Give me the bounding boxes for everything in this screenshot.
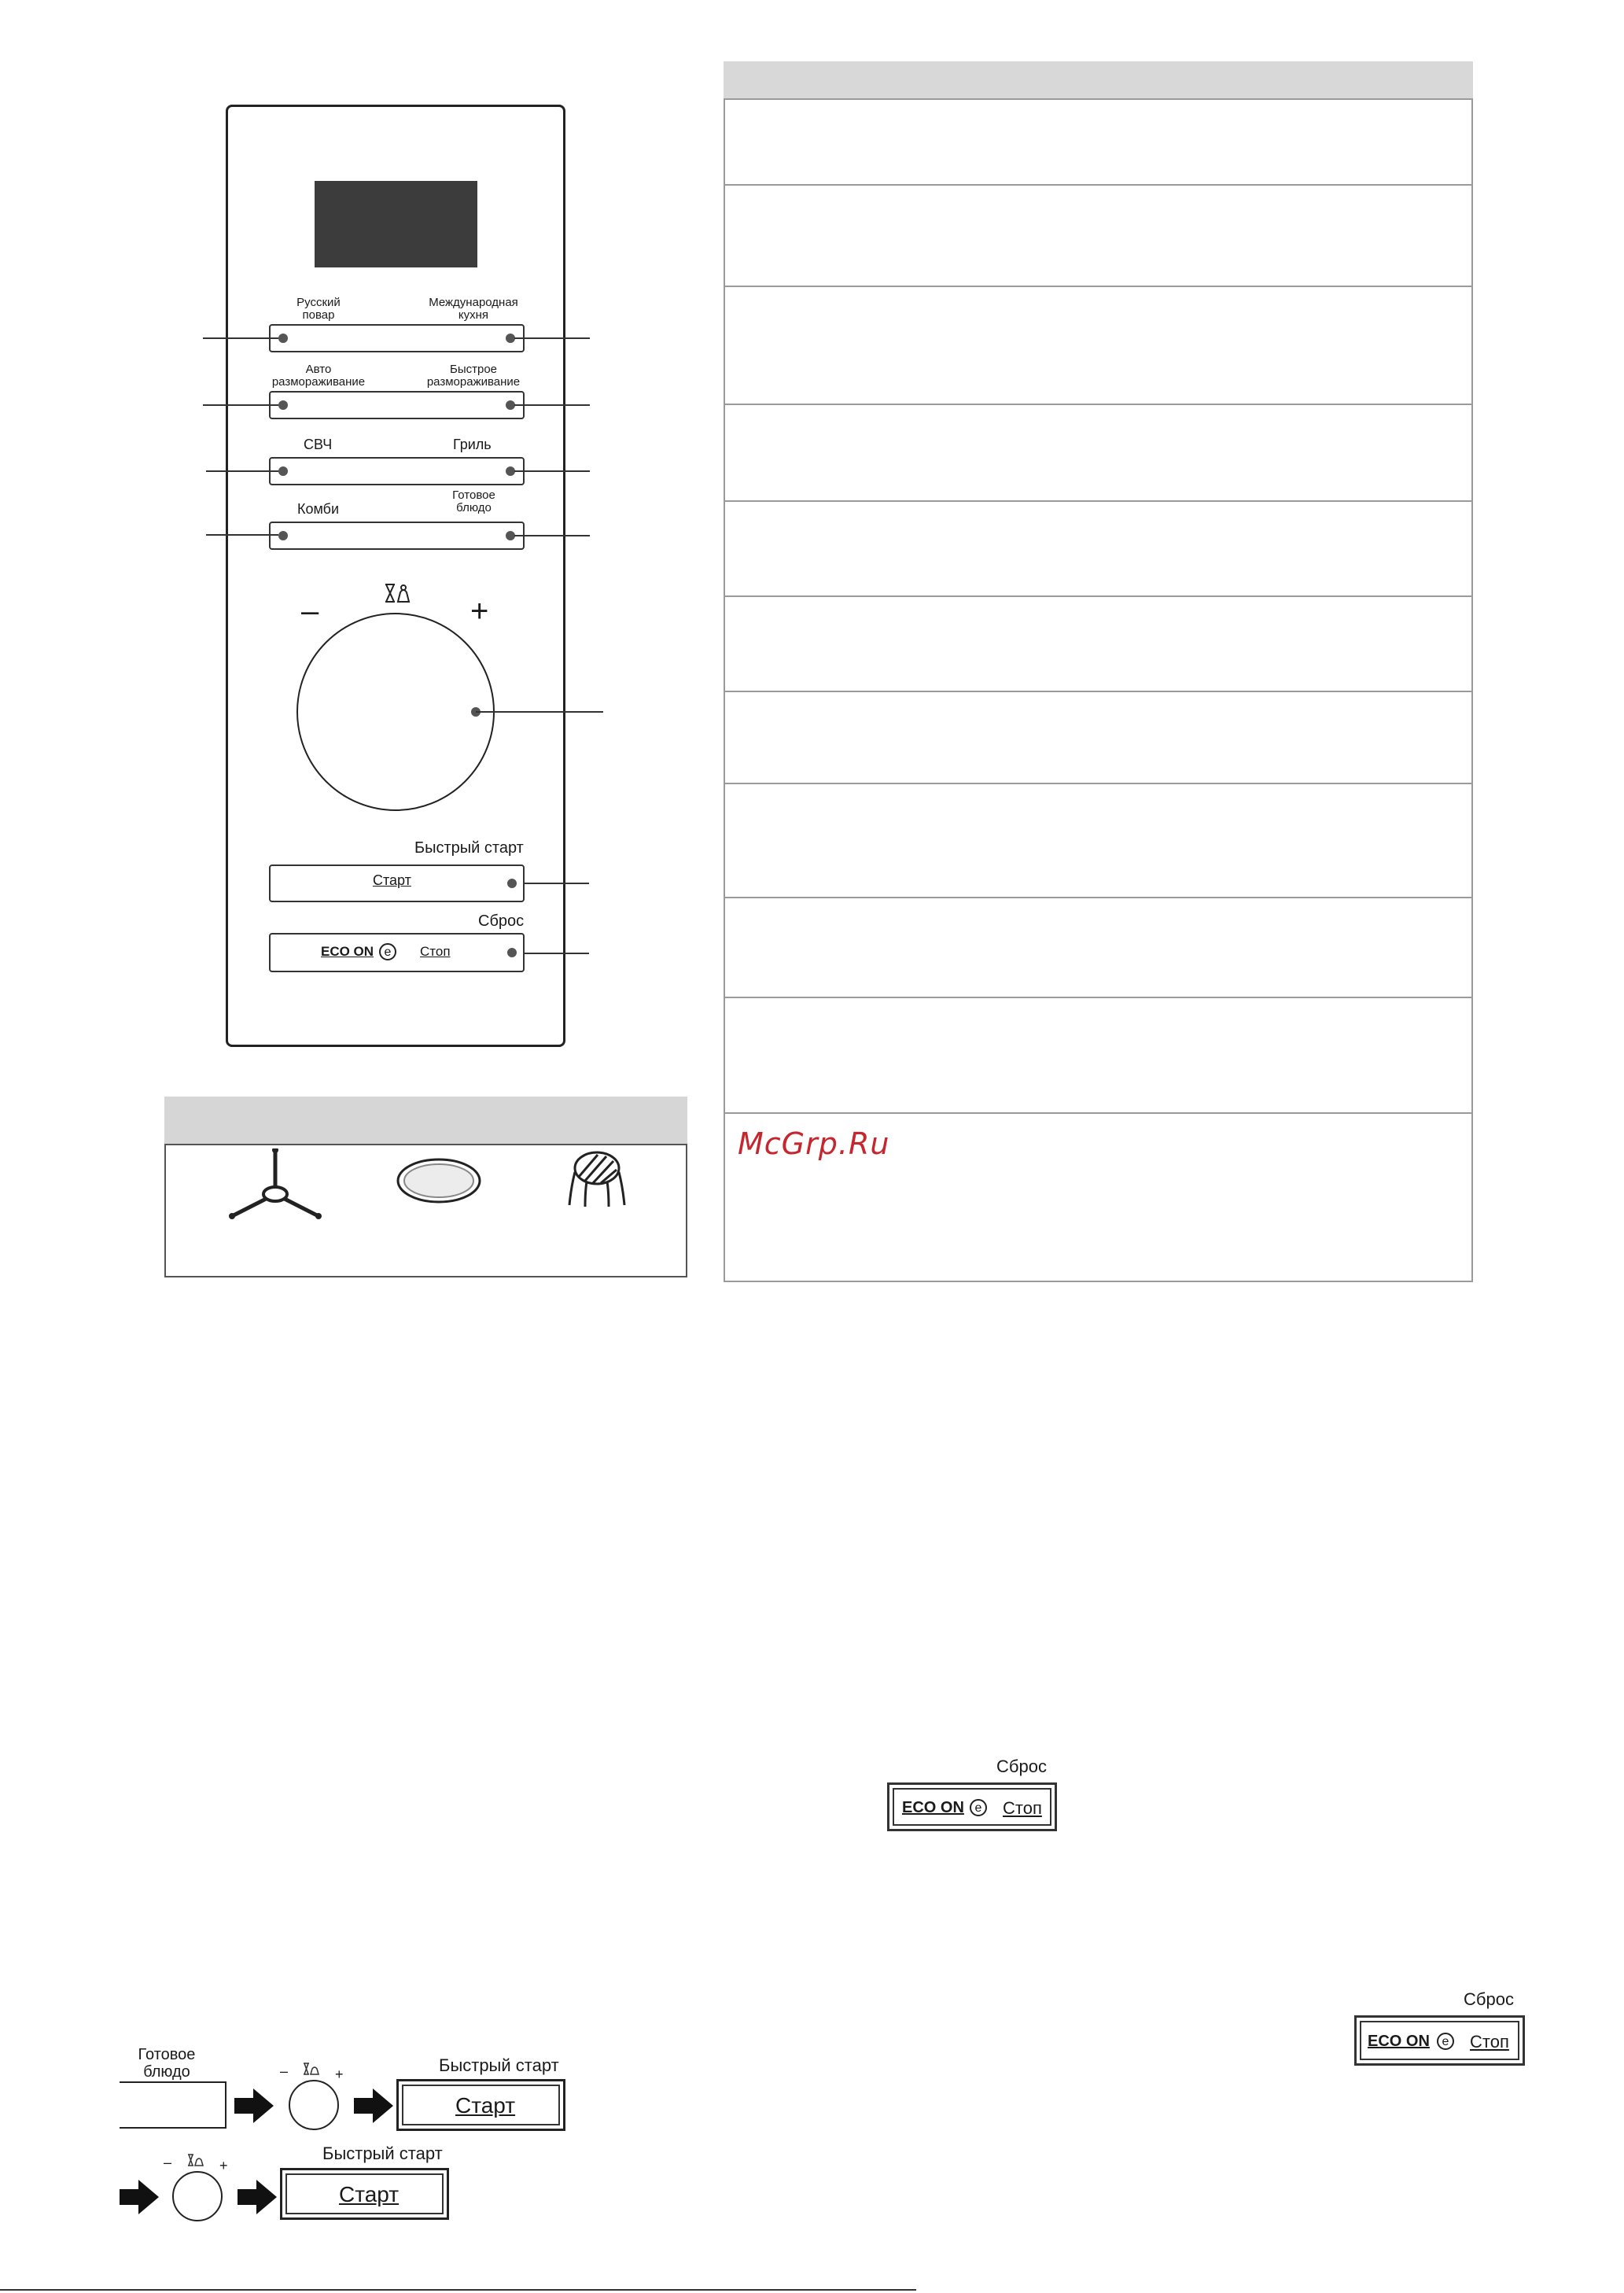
combi-button-dot[interactable] [278,531,288,540]
leader-line [476,711,603,713]
russian-chef-label: Русский повар [296,296,341,322]
table-row-divider [724,286,1473,287]
leader-line [203,404,278,406]
table-row-divider [724,1112,1473,1114]
table-row-divider [724,997,1473,998]
ready-meal-label: Готовое блюдо [452,488,495,514]
quick-defrost-label: Быстрое размораживание [426,363,521,389]
table-row-divider [724,500,1473,502]
russian-international-button-bar[interactable] [269,324,525,352]
minus-sign: – [164,2155,172,2170]
leader-line [514,404,590,406]
microwave-label: СВЧ [304,437,333,452]
eco-on-label: ECO ON [321,944,374,959]
reset-label: Сброс [996,1757,1047,1776]
control-knob[interactable] [296,613,495,811]
description-table [724,61,1473,1282]
ready-meal-label: Готовое блюдо [138,2046,196,2081]
microwave-grill-button-bar[interactable] [269,457,525,485]
grill-label: Гриль [453,437,492,452]
table-row-divider [724,184,1473,186]
plus-sign: + [335,2066,344,2082]
page-bottom-rule [0,2289,916,2291]
leader-line [514,535,590,536]
control-knob[interactable] [289,2080,339,2130]
defrost-button-bar[interactable] [269,391,525,419]
leader-line [514,470,590,472]
start-button[interactable] [396,2079,565,2131]
leader-line [203,337,278,339]
table-row-divider [724,691,1473,692]
combi-ready-button-bar[interactable] [269,522,525,550]
microwave-button-dot[interactable] [278,466,288,476]
minus-sign: – [301,594,319,629]
quick-start-label: Быстрый старт [439,2055,559,2075]
start-label: Старт [455,2093,516,2118]
leader-line [206,470,278,472]
eco-stop-button[interactable] [1354,2015,1525,2066]
eco-icon: e [970,1799,987,1816]
leader-line [525,953,589,954]
quick-start-label: Быстрый старт [322,2144,443,2163]
eco-stop-button[interactable] [887,1782,1057,1831]
start-button[interactable] [269,864,525,902]
hourglass-weight-icon [303,2063,320,2075]
plus-sign: + [470,594,489,629]
control-knob[interactable] [172,2171,223,2221]
accessories-header [164,1097,687,1145]
eco-stop-button[interactable] [269,933,525,972]
eco-icon: e [1437,2033,1454,2050]
minus-sign: – [280,2063,289,2079]
eco-on-label: ECO ON [902,1799,964,1816]
hourglass-weight-icon [187,2154,204,2166]
arrow-right-icon [236,2178,278,2216]
watermark: McGrp.Ru [738,1126,890,1161]
table-row-divider [724,783,1473,784]
stop-label: Стоп [420,944,451,959]
hourglass-weight-icon [383,582,414,604]
start-button-dot[interactable] [507,879,517,888]
eco-icon: e [379,943,396,960]
glass-tray-icon [396,1157,482,1204]
ready-meal-button[interactable] [120,2081,226,2129]
roller-ring-icon [224,1148,326,1219]
table-header [724,61,1473,100]
combi-label: Комби [297,501,340,517]
grill-rack-icon [562,1148,632,1211]
table-row-divider [724,595,1473,597]
table-row-divider [724,404,1473,405]
eco-on-label: ECO ON [1368,2033,1430,2050]
arrow-right-icon [118,2178,160,2216]
plus-sign: + [219,2158,228,2173]
display-screen [315,181,477,267]
stop-label: Стоп [1003,1798,1042,1818]
reset-label: Сброс [478,912,525,930]
stop-button-dot[interactable] [507,948,517,957]
start-label: Старт [373,872,411,888]
auto-defrost-label: Авто размораживание [271,363,366,389]
start-label: Старт [339,2182,400,2206]
leader-line [206,534,278,536]
international-label: Международная кухня [429,296,518,322]
quick-start-label: Быстрый старт [414,839,524,857]
reset-label: Сброс [1464,1989,1514,2009]
arrow-right-icon [233,2087,275,2125]
stop-label: Стоп [1470,2032,1509,2052]
leader-line [514,337,590,339]
table-row-divider [724,897,1473,898]
arrow-right-icon [352,2087,395,2125]
auto-defrost-button-dot[interactable] [278,400,288,410]
russian-chef-button-dot[interactable] [278,334,288,343]
leader-line [525,883,589,884]
start-button[interactable] [280,2168,449,2220]
